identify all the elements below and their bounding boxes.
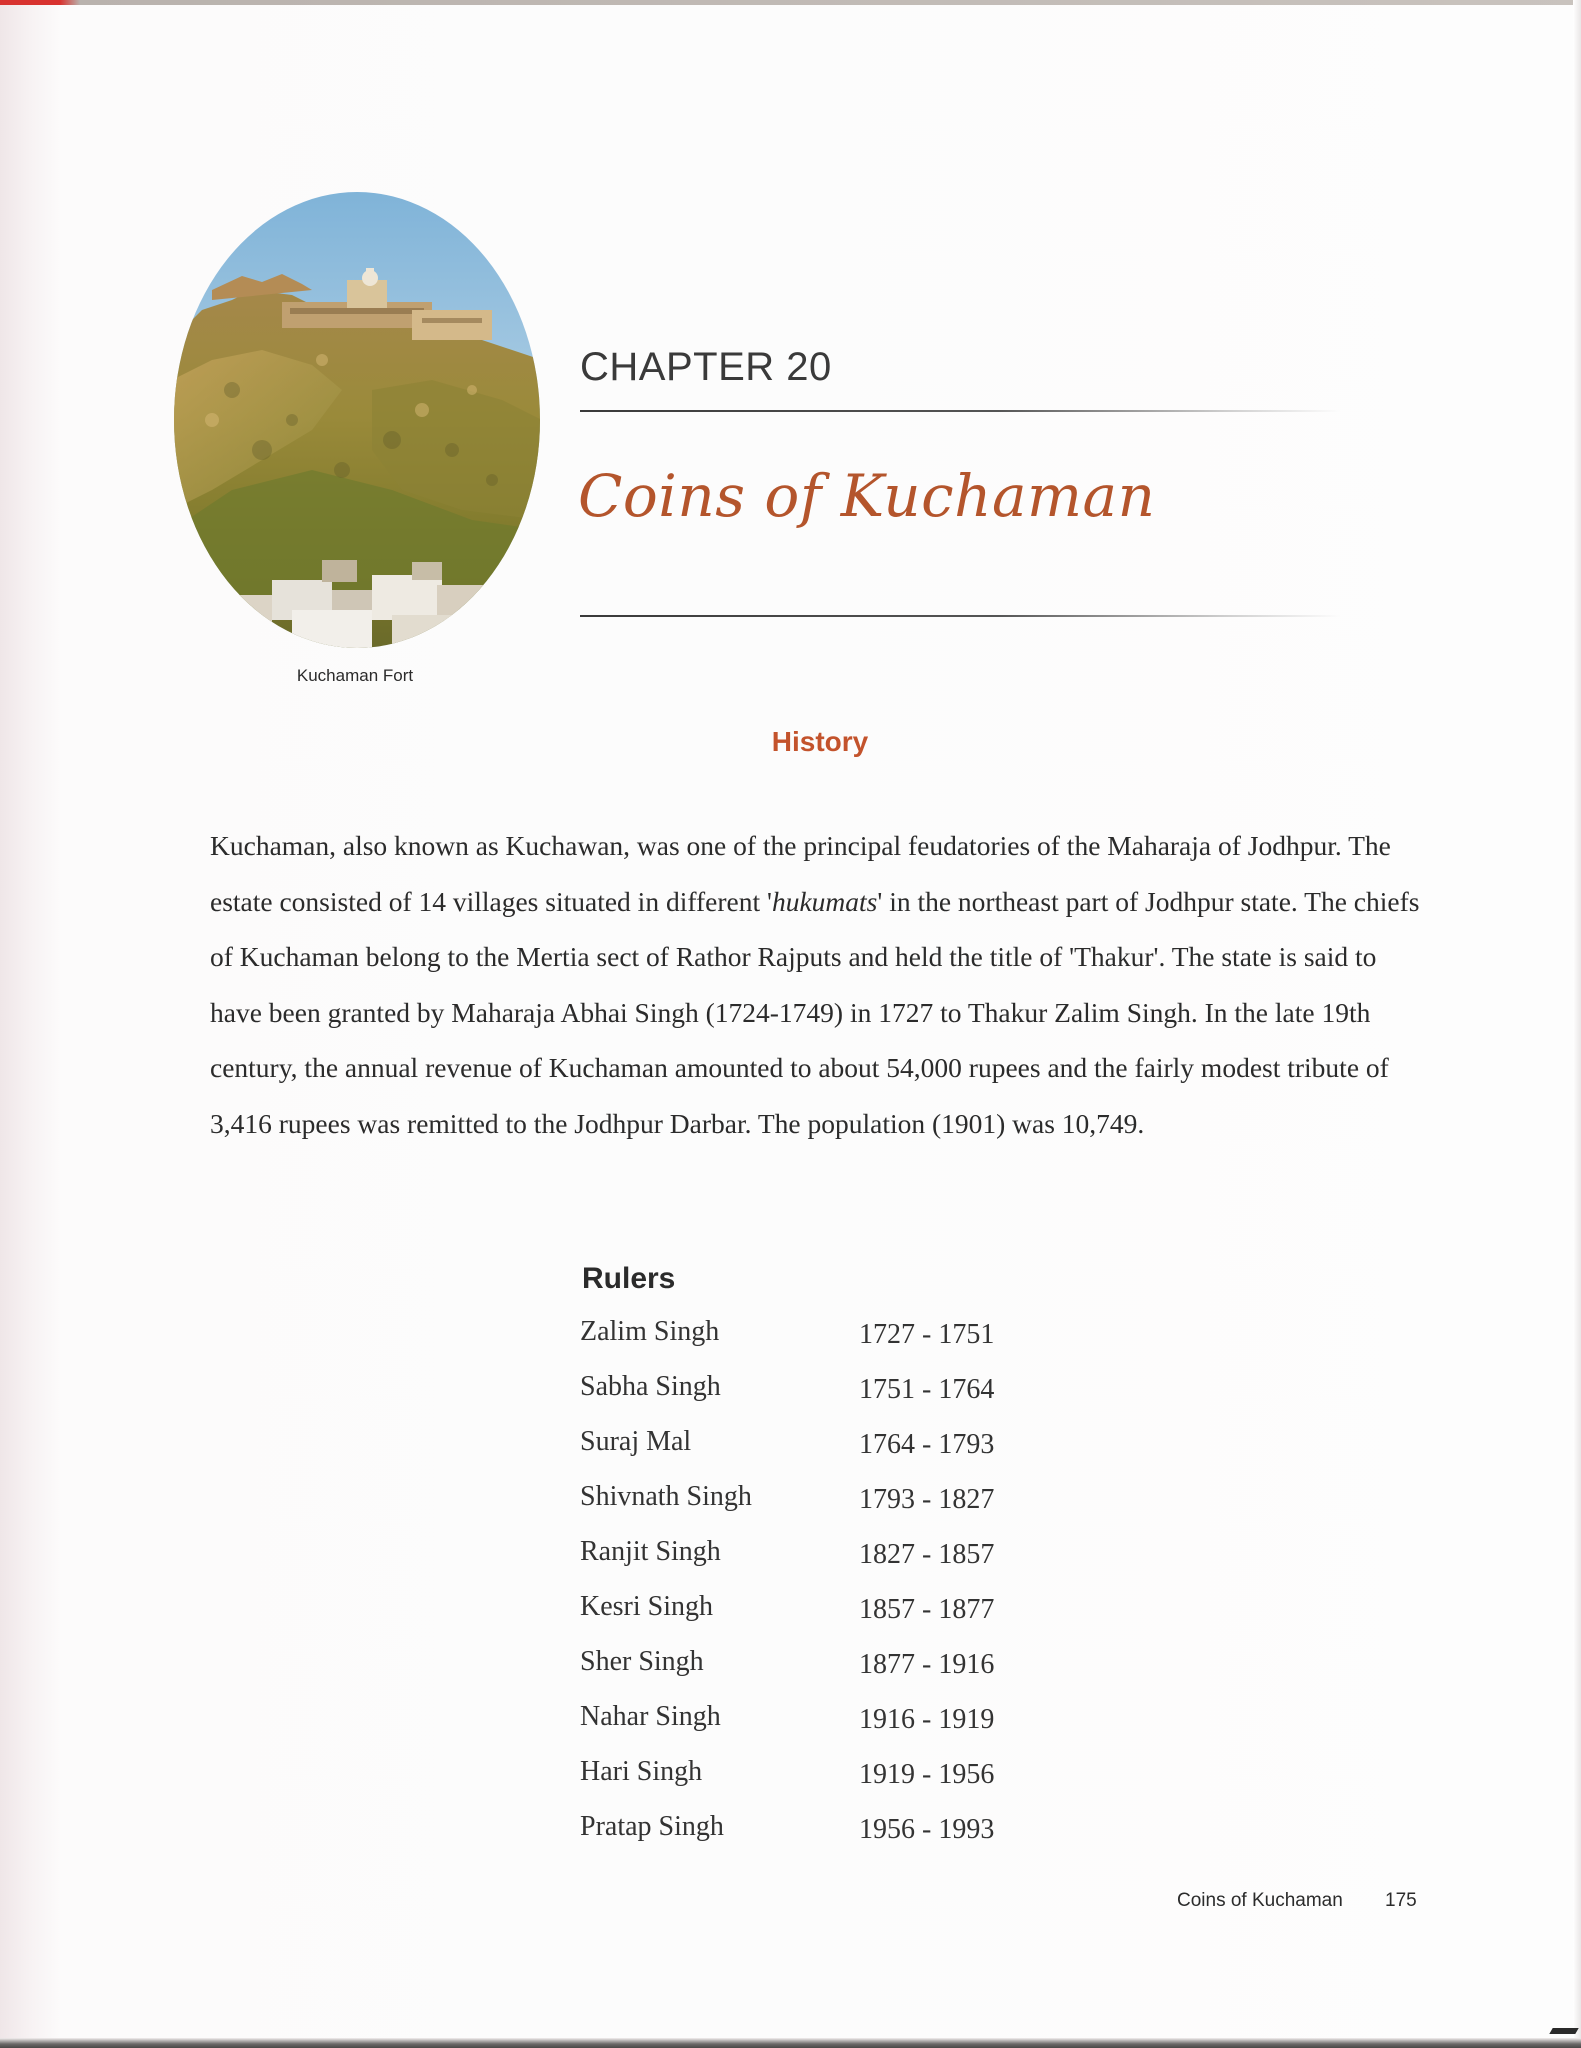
- ruler-years: 1827 - 1857: [859, 1539, 995, 1570]
- ruler-years: 1793 - 1827: [859, 1484, 995, 1515]
- ruler-years: 1764 - 1793: [859, 1429, 995, 1460]
- ruler-name: Kesri Singh: [580, 1591, 713, 1622]
- ruler-name: Sher Singh: [580, 1646, 704, 1677]
- page-top-edge: [0, 0, 1581, 5]
- ruler-row: [580, 1371, 1060, 1426]
- history-text-part2: ' in the northeast part of Jodhpur state. The chiefs of Kuchaman belong to the Mertia sect of Rathor Rajputs and held the title of 'Thakur'. The state is said to have been granted by Maharaja Abhai Singh (1724-1749) in 1727 to Thakur Zalim Singh. In the late 19th century, the annual revenue of Kuchaman amounted to about 54,000 rupees and the fairly modest tribute of 3,416 rupees was remitted to the Jodhpur Darbar. The population (1901) was 10,749.: [210, 885, 1420, 1139]
- heading-divider-bottom: [580, 615, 1340, 617]
- history-text-part1: Kuchaman, also known as Kuchawan, was one of the principal feudatories of the Maharaja of Jodhpur. The estate consisted of 14 villages situated in different ': [210, 830, 1391, 917]
- fort-photo-image: [172, 190, 542, 650]
- footer-page-number: 175: [1385, 1890, 1417, 1911]
- ruler-name: Hari Singh: [580, 1756, 703, 1787]
- ruler-name: Sabha Singh: [580, 1371, 721, 1402]
- ruler-years: 1877 - 1916: [859, 1649, 995, 1680]
- ruler-row: [580, 1481, 1060, 1536]
- page-right-edge: [1573, 0, 1581, 2048]
- ruler-name: Shivnath Singh: [580, 1481, 752, 1512]
- heading-divider-top: [580, 410, 1340, 412]
- history-italic-term: hukumats: [771, 885, 878, 917]
- ruler-name: Suraj Mal: [580, 1426, 692, 1457]
- rulers-table: [580, 1316, 1060, 1866]
- rulers-heading: Rulers: [582, 1262, 676, 1295]
- ruler-years: 1956 - 1993: [859, 1814, 995, 1845]
- kuchaman-fort-photo: [172, 190, 542, 650]
- photo-caption: Kuchaman Fort: [296, 666, 414, 685]
- ruler-row: [580, 1426, 1060, 1481]
- ruler-years: 1919 - 1956: [859, 1759, 995, 1790]
- ruler-name: Ranjit Singh: [580, 1536, 721, 1567]
- ruler-row: [580, 1316, 1060, 1371]
- page-bottom-edge: [0, 2038, 1581, 2048]
- ruler-years: 1751 - 1764: [859, 1374, 995, 1405]
- ruler-name: Zalim Singh: [580, 1316, 720, 1347]
- ruler-years: 1727 - 1751: [859, 1319, 995, 1350]
- footer-running-title: Coins of Kuchaman: [1177, 1890, 1343, 1911]
- ruler-row: [580, 1536, 1060, 1591]
- ruler-name: Nahar Singh: [580, 1701, 721, 1732]
- ruler-years: 1916 - 1919: [859, 1704, 995, 1735]
- ruler-row: [580, 1811, 1060, 1866]
- ruler-row: [580, 1591, 1060, 1646]
- ruler-name: Pratap Singh: [580, 1811, 724, 1842]
- chapter-label: CHAPTER 20: [580, 345, 832, 389]
- history-paragraph: [210, 818, 1430, 1151]
- ruler-row: [580, 1646, 1060, 1701]
- page-corner-mark: [1549, 2028, 1578, 2034]
- ruler-row: [580, 1756, 1060, 1811]
- section-heading: History: [771, 726, 869, 757]
- ruler-years: 1857 - 1877: [859, 1594, 995, 1625]
- ruler-row: [580, 1701, 1060, 1756]
- chapter-title: Coins of Kuchaman: [578, 462, 1156, 530]
